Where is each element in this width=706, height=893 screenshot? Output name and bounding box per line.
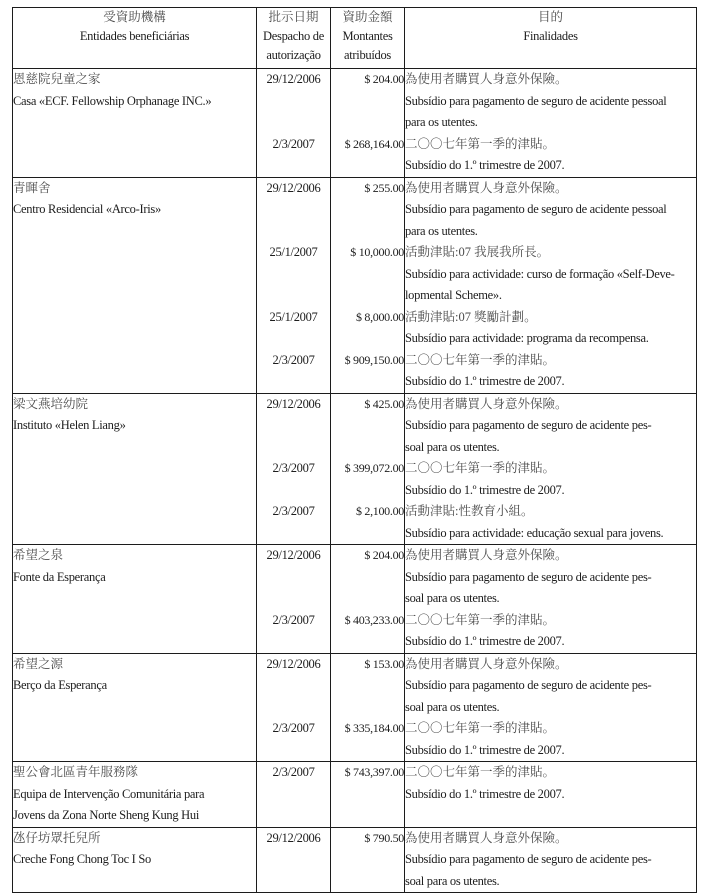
entity-name-line: 青暉舍 bbox=[13, 180, 51, 195]
table-row bbox=[13, 177, 697, 393]
purpose-line: Subsídio do 1.º trimestre de 2007. bbox=[405, 158, 565, 172]
date-entry-block bbox=[257, 762, 330, 805]
date-value: 2/3/2007 bbox=[272, 461, 315, 475]
table-header bbox=[13, 8, 697, 69]
date-entry-block bbox=[257, 69, 330, 134]
date-cell bbox=[257, 653, 331, 762]
amount-entry-block bbox=[331, 307, 404, 350]
entity-cell bbox=[13, 393, 257, 545]
amount-entry-block bbox=[331, 610, 404, 653]
amount-value: $ 268,164.00 bbox=[344, 136, 404, 151]
entity-name-line: Jovens da Zona Norte Sheng Kung Hui bbox=[13, 808, 199, 822]
amount-value: $ 790.50 bbox=[364, 830, 404, 845]
purpose-line: Subsídio para actividade: curso de formação «Self-Deve- bbox=[405, 266, 675, 281]
purpose-line: Subsídio para pagamento de seguro de acidente pes- bbox=[405, 852, 652, 866]
purpose-line: lopmental Scheme». bbox=[405, 288, 502, 302]
purpose-line: Subsídio do 1.º trimestre de 2007. bbox=[405, 374, 565, 388]
amount-cell bbox=[331, 653, 405, 762]
date-cell bbox=[257, 762, 331, 828]
amount-entry-block bbox=[331, 828, 404, 893]
entity-name-line: 氹仔坊眾托兒所 bbox=[13, 830, 101, 845]
date-value: 25/1/2007 bbox=[269, 245, 318, 259]
header-purpose-pt: Finalidades bbox=[523, 29, 578, 43]
purpose-line: 為使用者購買人身意外保險。 bbox=[405, 656, 568, 671]
purpose-line: para os utentes. bbox=[405, 115, 478, 129]
purpose-cell bbox=[405, 827, 697, 893]
date-entry-block bbox=[257, 242, 330, 307]
date-entry-block bbox=[257, 178, 330, 243]
date-entry-block bbox=[257, 828, 330, 893]
purpose-line: 活動津貼:性教育小組。 bbox=[405, 504, 534, 518]
header-amount bbox=[331, 8, 405, 69]
entity-name-line: Fonte da Esperança bbox=[13, 569, 106, 584]
date-value: 2/3/2007 bbox=[272, 352, 315, 367]
table-row bbox=[13, 762, 697, 828]
amount-value: $ 10,000.00 bbox=[350, 245, 404, 259]
entity-name-line: 聖公會北區青年服務隊 bbox=[13, 765, 139, 779]
amount-entry-block bbox=[331, 134, 404, 177]
date-value: 2/3/2007 bbox=[272, 136, 315, 151]
amount-value: $ 425.00 bbox=[364, 396, 404, 411]
date-entry-block bbox=[257, 134, 330, 177]
date-entry-block bbox=[257, 394, 330, 459]
header-purpose bbox=[405, 8, 697, 69]
header-purpose-zh: 目的 bbox=[537, 10, 563, 24]
date-entry-block bbox=[257, 718, 330, 761]
amount-cell bbox=[331, 177, 405, 393]
entity-cell bbox=[13, 653, 257, 762]
entity-name-line: Instituto «Helen Liang» bbox=[13, 418, 126, 432]
header-entities bbox=[13, 8, 257, 69]
amount-entry-block bbox=[331, 545, 404, 610]
amount-entry-block bbox=[331, 69, 404, 134]
entity-name-line: 恩慈院兒童之家 bbox=[13, 72, 101, 86]
entity-cell bbox=[13, 827, 257, 893]
date-cell bbox=[257, 545, 331, 654]
purpose-cell bbox=[405, 393, 697, 545]
purpose-line: Subsídio para actividade: educação sexual para jovens. bbox=[405, 525, 664, 540]
purpose-cell bbox=[405, 653, 697, 762]
date-entry-block bbox=[257, 610, 330, 653]
amount-entry-block bbox=[331, 458, 404, 501]
entity-name-line: Berço da Esperança bbox=[13, 678, 107, 692]
date-cell bbox=[257, 393, 331, 545]
purpose-line: 為使用者購買人身意外保險。 bbox=[405, 830, 568, 845]
purpose-line: Subsídio para pagamento de seguro de acidente pes- bbox=[405, 418, 652, 432]
entity-name-line: 希望之源 bbox=[13, 656, 64, 671]
purpose-cell bbox=[405, 177, 697, 393]
header-amount-zh: 資助金額 bbox=[342, 10, 393, 24]
date-entry-block bbox=[257, 350, 330, 393]
amount-value: $ 743,397.00 bbox=[344, 765, 404, 779]
header-date-pt2: autorização bbox=[266, 48, 321, 62]
purpose-line: soal para os utentes. bbox=[405, 699, 500, 714]
date-value: 29/12/2006 bbox=[266, 548, 321, 562]
purpose-line: 為使用者購買人身意外保險。 bbox=[405, 72, 568, 86]
purpose-cell bbox=[405, 545, 697, 654]
amount-value: $ 2,100.00 bbox=[355, 504, 404, 518]
amount-entry-block bbox=[331, 350, 404, 393]
table-row bbox=[13, 393, 697, 545]
purpose-line: Subsídio para pagamento de seguro de acidente pes- bbox=[405, 569, 652, 584]
entity-name-line: Casa «ECF. Fellowship Orphanage INC.» bbox=[13, 93, 212, 108]
date-value: 29/12/2006 bbox=[266, 830, 321, 845]
header-row bbox=[13, 8, 697, 69]
amount-cell bbox=[331, 69, 405, 178]
amount-value: $ 909,150.00 bbox=[344, 352, 404, 367]
amount-entry-block bbox=[331, 762, 404, 805]
purpose-line: para os utentes. bbox=[405, 223, 478, 238]
purpose-line: Subsídio do 1.º trimestre de 2007. bbox=[405, 482, 565, 497]
date-cell bbox=[257, 177, 331, 393]
amount-value: $ 403,233.00 bbox=[344, 612, 404, 627]
purpose-line: soal para os utentes. bbox=[405, 873, 500, 888]
entity-cell bbox=[13, 762, 257, 828]
date-entry-block bbox=[257, 654, 330, 719]
amount-value: $ 8,000.00 bbox=[355, 309, 404, 324]
purpose-line: 二〇〇七年第一季的津貼。 bbox=[405, 612, 556, 627]
amount-entry-block bbox=[331, 654, 404, 719]
date-value: 29/12/2006 bbox=[266, 72, 321, 86]
subsidies-table bbox=[12, 7, 697, 893]
date-entry-block bbox=[257, 501, 330, 544]
amount-value: $ 204.00 bbox=[364, 548, 404, 562]
date-value: 2/3/2007 bbox=[272, 721, 315, 735]
header-date-pt1: Despacho de bbox=[263, 29, 324, 43]
purpose-line: soal para os utentes. bbox=[405, 439, 500, 454]
date-value: 25/1/2007 bbox=[269, 309, 318, 324]
header-entities-pt: Entidades beneficiárias bbox=[79, 29, 190, 43]
purpose-line: 活動津貼:07 我展我所長。 bbox=[405, 245, 550, 259]
entity-name-line: Creche Fong Chong Toc I So bbox=[13, 852, 151, 866]
purpose-cell bbox=[405, 69, 697, 178]
amount-entry-block bbox=[331, 394, 404, 459]
header-date bbox=[257, 8, 331, 69]
purpose-line: 為使用者購買人身意外保險。 bbox=[405, 180, 568, 195]
amount-entry-block bbox=[331, 178, 404, 243]
entity-name-line: Centro Residencial «Arco-Iris» bbox=[13, 202, 161, 216]
entity-name-line: Equipa de Intervenção Comunitária para bbox=[13, 786, 205, 801]
purpose-line: Subsídio do 1.º trimestre de 2007. bbox=[405, 742, 565, 757]
table-body bbox=[13, 69, 697, 893]
amount-value: $ 335,184.00 bbox=[344, 721, 404, 735]
purpose-line: Subsídio do 1.º trimestre de 2007. bbox=[405, 786, 565, 801]
purpose-line: Subsídio do 1.º trimestre de 2007. bbox=[405, 634, 565, 648]
date-entry-block bbox=[257, 307, 330, 350]
amount-value: $ 153.00 bbox=[364, 656, 404, 671]
date-cell bbox=[257, 827, 331, 893]
purpose-line: soal para os utentes. bbox=[405, 591, 500, 605]
entity-name-line: 梁文燕培幼院 bbox=[13, 396, 89, 411]
date-value: 2/3/2007 bbox=[272, 504, 315, 518]
purpose-line: 為使用者購買人身意外保險。 bbox=[405, 396, 568, 411]
amount-value: $ 399,072.00 bbox=[344, 461, 404, 475]
amount-cell bbox=[331, 545, 405, 654]
header-amount-pt1: Montantes bbox=[342, 29, 393, 43]
amount-value: $ 204.00 bbox=[364, 72, 404, 86]
entity-name-line: 希望之泉 bbox=[13, 548, 64, 562]
purpose-line: Subsídio para pagamento de seguro de acidente pes- bbox=[405, 678, 652, 692]
header-date-zh: 批示日期 bbox=[268, 10, 319, 24]
date-entry-block bbox=[257, 545, 330, 610]
subsidies-table-wrapper bbox=[12, 7, 697, 893]
entity-cell bbox=[13, 177, 257, 393]
date-value: 2/3/2007 bbox=[272, 612, 315, 627]
date-value: 29/12/2006 bbox=[266, 396, 321, 411]
table-row bbox=[13, 653, 697, 762]
purpose-line: 二〇〇七年第一季的津貼。 bbox=[405, 721, 556, 735]
entity-cell bbox=[13, 69, 257, 178]
table-row bbox=[13, 545, 697, 654]
header-amount-pt2: atribuídos bbox=[344, 48, 391, 62]
amount-entry-block bbox=[331, 718, 404, 761]
purpose-line: 二〇〇七年第一季的津貼。 bbox=[405, 765, 556, 779]
purpose-line: 二〇〇七年第一季的津貼。 bbox=[405, 461, 556, 475]
date-value: 29/12/2006 bbox=[266, 180, 321, 195]
purpose-line: 活動津貼:07 獎勵計劃。 bbox=[405, 309, 537, 324]
table-row bbox=[13, 827, 697, 893]
date-value: 2/3/2007 bbox=[272, 765, 315, 779]
purpose-line: 二〇〇七年第一季的津貼。 bbox=[405, 352, 556, 367]
amount-cell bbox=[331, 827, 405, 893]
amount-cell bbox=[331, 393, 405, 545]
purpose-line: Subsídio para pagamento de seguro de acidente pessoal bbox=[405, 202, 667, 216]
purpose-line: Subsídio para actividade: programa da recompensa. bbox=[405, 331, 649, 345]
amount-entry-block bbox=[331, 242, 404, 307]
amount-cell bbox=[331, 762, 405, 828]
purpose-line: 為使用者購買人身意外保險。 bbox=[405, 548, 568, 562]
amount-value: $ 255.00 bbox=[364, 180, 404, 195]
purpose-line: Subsídio para pagamento de seguro de acidente pessoal bbox=[405, 93, 667, 108]
date-entry-block bbox=[257, 458, 330, 501]
date-cell bbox=[257, 69, 331, 178]
amount-entry-block bbox=[331, 501, 404, 544]
table-row bbox=[13, 69, 697, 178]
date-value: 29/12/2006 bbox=[266, 656, 321, 671]
purpose-line: 二〇〇七年第一季的津貼。 bbox=[405, 136, 556, 151]
entity-cell bbox=[13, 545, 257, 654]
header-entities-zh: 受資助機構 bbox=[103, 10, 166, 24]
purpose-cell bbox=[405, 762, 697, 828]
